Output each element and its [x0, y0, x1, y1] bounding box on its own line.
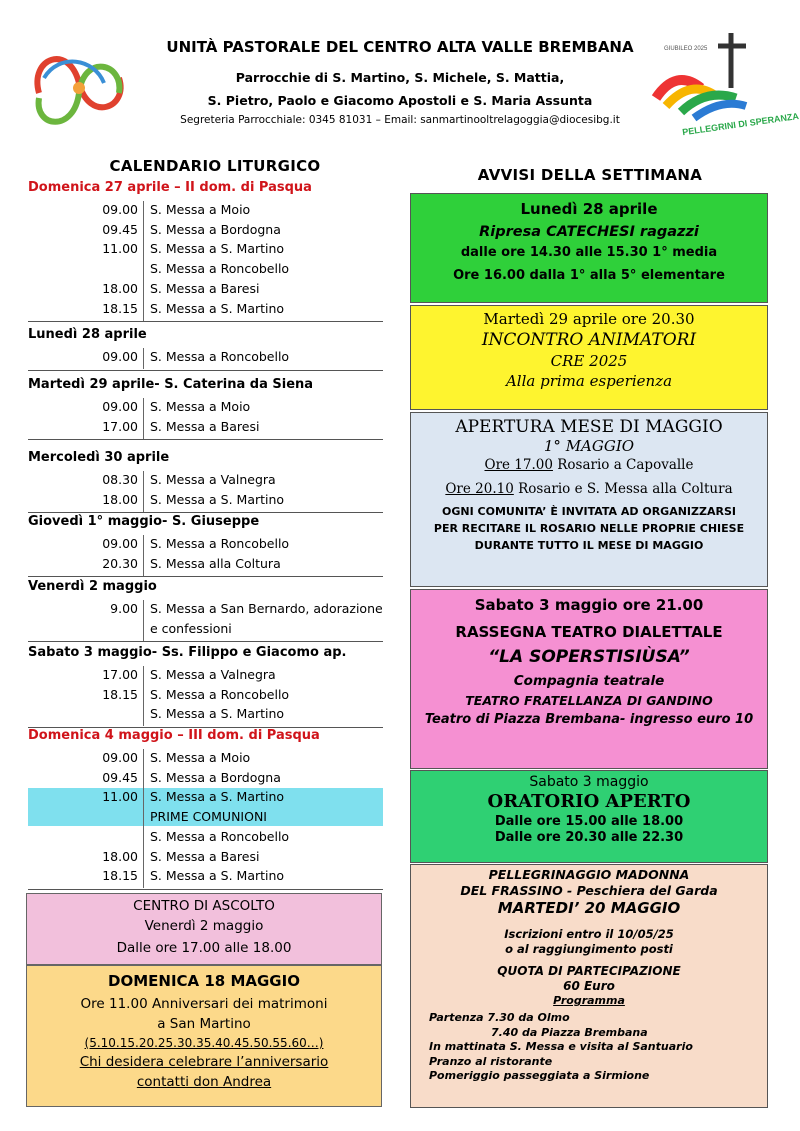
column-divider — [143, 666, 144, 687]
mass-time: 11.00 — [102, 241, 138, 257]
column-divider — [143, 221, 144, 242]
column-divider — [143, 788, 144, 809]
dom18-years: (5.10.15.20.25.30.35.40.45.50.55.60…) — [84, 1036, 324, 1050]
ascolto-title: CENTRO DI ASCOLTO — [133, 898, 275, 914]
dom18-line5: Chi desidera celebrare l’anniversario — [79, 1054, 329, 1070]
column-divider — [143, 418, 144, 439]
mass-description: S. Messa a Bordogna — [150, 221, 281, 237]
animatori-title: INCONTRO ANIMATORI — [481, 330, 697, 350]
mass-time: 09.45 — [102, 221, 138, 237]
notice-catechesi — [410, 193, 768, 303]
mass-row — [28, 222, 383, 241]
pell-iscrizioni: Iscrizioni entro il 10/05/25 — [504, 927, 674, 941]
day-heading: Domenica 4 maggio – III dom. di Pasqua — [28, 728, 320, 743]
mass-row — [28, 492, 383, 511]
mass-time: 18.00 — [102, 280, 138, 296]
column-divider — [143, 686, 144, 707]
oratorio-date: Sabato 3 maggio — [529, 774, 649, 790]
column-divider — [143, 280, 144, 301]
ascolto-time: Dalle ore 17.00 alle 18.00 — [116, 940, 292, 956]
mass-description: S. Messa a S. Martino — [150, 491, 285, 507]
column-divider — [143, 491, 144, 512]
mass-time: 18.15 — [102, 686, 138, 702]
page-title: UNITÀ PASTORALE DEL CENTRO ALTA VALLE BREMBANA — [166, 38, 634, 56]
mass-time: 17.00 — [102, 667, 138, 682]
jubilee-logo — [646, 28, 800, 138]
mass-description: S. Messa a Moio — [150, 750, 251, 765]
day-heading: Giovedì 1° maggio- S. Giuseppe — [28, 514, 260, 529]
domenica-18-box — [26, 965, 382, 1107]
programma-item: Pomeriggio passeggiata a Sirmione — [429, 1069, 650, 1082]
maggio-note-3: DURANTE TUTTO IL MESE DI MAGGIO — [474, 539, 704, 552]
logo-right-text: PELLEGRINI DI SPERANZA — [681, 111, 800, 138]
logo-right-small: GIUBILEO 2025 — [664, 46, 708, 52]
mass-description: S. Messa a Bordogna — [150, 769, 281, 785]
mass-time: 20.30 — [102, 555, 138, 571]
mass-description: e confessioni — [150, 620, 232, 636]
mass-row — [28, 241, 383, 260]
mass-row — [28, 399, 383, 418]
day-heading: Sabato 3 maggio- Ss. Filippo e Giacomo ap. — [28, 645, 347, 660]
mass-description: S. Messa a Moio — [150, 202, 251, 217]
mass-time: 18.00 — [102, 491, 138, 507]
mass-time: 08.30 — [102, 472, 138, 487]
pell-date: MARTEDI’ 20 MAGGIO — [497, 899, 681, 917]
mass-description: S. Messa a San Bernardo, adorazione — [150, 601, 383, 616]
maggio-rosario-2: Ore 20.10 Rosario e S. Messa alla Coltura — [445, 481, 733, 497]
column-divider — [143, 300, 144, 321]
mass-description: S. Messa a S. Martino — [150, 789, 285, 805]
mass-description: S. Messa a Roncobello — [150, 686, 290, 702]
teatro-title: RASSEGNA TEATRO DIALETTALE — [455, 623, 723, 641]
column-divider — [143, 749, 144, 770]
mass-row — [28, 868, 383, 887]
dom18-line3: a San Martino — [157, 1016, 251, 1032]
animatori-note: Alla prima esperienza — [505, 372, 673, 390]
mass-description: S. Messa a Roncobello — [150, 261, 290, 277]
parishes-line1: Parrocchie di S. Martino, S. Michele, S. Mattia, — [235, 70, 565, 85]
mass-row — [28, 621, 383, 640]
teatro-venue: Teatro di Piazza Brembana- ingresso euro 10 — [424, 712, 754, 727]
teatro-show: “LA SOPERSTISIÙSA” — [488, 647, 690, 667]
maggio-note-1: OGNI COMUNITA’ È INVITATA AD ORGANIZZARSI — [442, 505, 736, 518]
mass-row — [28, 261, 383, 280]
day-divider — [28, 889, 383, 890]
notice-maggio — [410, 412, 768, 587]
mass-time: 09.00 — [102, 399, 138, 414]
catechesi-date: Lunedì 28 aprile — [520, 200, 658, 218]
day-divider — [28, 321, 383, 322]
pell-quota: 60 Euro — [563, 979, 615, 993]
day-heading: Martedì 29 aprile- S. Caterina da Siena — [28, 377, 314, 392]
oratorio-time-1: Dalle ore 15.00 alle 18.00 — [494, 814, 684, 829]
notice-pellegrinaggio — [410, 864, 768, 1108]
day-heading: Lunedì 28 aprile — [28, 327, 147, 342]
mass-row — [28, 202, 383, 221]
column-divider — [143, 600, 144, 621]
pell-programma — [429, 1011, 767, 1084]
day-heading: Mercoledì 30 aprile — [28, 450, 170, 465]
column-divider — [143, 769, 144, 790]
mass-description: S. Messa a S. Martino — [150, 300, 285, 316]
mass-description: S. Messa a Baresi — [150, 848, 260, 864]
centro-ascolto-box — [26, 893, 382, 965]
mass-row — [28, 770, 383, 789]
mass-row — [28, 556, 383, 575]
programma-item: Partenza 7.30 da Olmo — [429, 1011, 570, 1024]
pell-title-1: PELLEGRINAGGIO MADONNA — [488, 867, 690, 882]
pell-title-2: DEL FRASSINO - Peschiera del Garda — [460, 883, 718, 898]
teatro-company-label: Compagnia teatrale — [513, 673, 665, 689]
mass-row — [28, 301, 383, 320]
mass-time: 09.00 — [102, 202, 138, 217]
day-divider — [28, 641, 383, 642]
animatori-date: Martedì 29 aprile ore 20.30 — [483, 310, 695, 328]
column-divider — [143, 808, 144, 829]
mass-row — [28, 472, 383, 491]
pell-programma-label: Programma — [553, 994, 625, 1007]
maggio-date: 1° MAGGIO — [543, 437, 635, 455]
day-heading: Domenica 27 aprile – II dom. di Pasqua — [28, 180, 312, 195]
mass-description: S. Messa alla Coltura — [150, 555, 281, 571]
mass-time: 9.00 — [110, 601, 138, 616]
catechesi-time-2: Ore 16.00 dalla 1° alla 5° elementare — [453, 268, 725, 283]
day-heading: Venerdì 2 maggio — [28, 579, 157, 594]
mass-time: 09.00 — [102, 349, 138, 364]
mass-row — [28, 706, 383, 725]
mass-time: 11.00 — [102, 789, 138, 805]
mass-row — [28, 750, 383, 769]
teatro-company: TEATRO FRATELLANZA DI GANDINO — [465, 693, 713, 708]
mass-time: 09.45 — [102, 769, 138, 785]
animatori-cre: CRE 2025 — [550, 352, 628, 370]
maggio-note-2: PER RECITARE IL ROSARIO NELLE PROPRIE CHIESE — [433, 522, 745, 535]
maggio-rosario-1: Ore 17.00 Rosario a Capovalle — [484, 457, 694, 473]
dom18-title: DOMENICA 18 MAGGIO — [108, 972, 300, 990]
catechesi-title: Ripresa CATECHESI ragazzi — [479, 224, 699, 240]
mass-row — [28, 601, 383, 620]
mass-row — [28, 349, 383, 368]
column-divider — [143, 535, 144, 556]
column-divider — [143, 201, 144, 222]
column-divider — [143, 620, 144, 641]
mass-time: 18.15 — [102, 300, 138, 316]
notice-animatori — [410, 305, 768, 410]
mass-row — [28, 789, 383, 808]
day-divider — [28, 370, 383, 371]
mass-row — [28, 849, 383, 868]
mass-description: S. Messa a Baresi — [150, 418, 260, 434]
avvisi-title: AVVISI DELLA SETTIMANA — [477, 166, 703, 184]
column-divider — [143, 828, 144, 849]
calendar-title: CALENDARIO LITURGICO — [109, 157, 321, 175]
maggio-title: APERTURA MESE DI MAGGIO — [455, 417, 723, 437]
programma-item: 7.40 da Piazza Brembana — [491, 1025, 648, 1039]
mass-time: 18.00 — [102, 848, 138, 864]
column-divider — [143, 471, 144, 492]
mass-time: 09.00 — [102, 536, 138, 551]
mass-description: PRIME COMUNIONI — [150, 809, 267, 825]
column-divider — [143, 260, 144, 281]
mass-description: S. Messa a S. Martino — [150, 868, 285, 884]
column-divider — [143, 555, 144, 576]
mass-row — [28, 667, 383, 686]
day-divider — [28, 576, 383, 577]
notice-oratorio — [410, 770, 768, 863]
mass-row — [28, 687, 383, 706]
ascolto-date: Venerdì 2 maggio — [144, 918, 264, 934]
mass-row — [28, 829, 383, 848]
column-divider — [143, 398, 144, 419]
contacts-line: Segreteria Parrocchiale: 0345 81031 – Email: sanmartinooltrelagoggia@diocesibg.it — [180, 114, 620, 126]
mass-description: S. Messa a Baresi — [150, 280, 260, 296]
mass-description: S. Messa a Roncobello — [150, 349, 290, 364]
notice-teatro — [410, 589, 768, 769]
column-divider — [143, 705, 144, 726]
mass-description: S. Messa a Moio — [150, 399, 251, 414]
column-divider — [143, 240, 144, 261]
dom18-contact: contatti don Andrea — [136, 1074, 272, 1090]
mass-row — [28, 809, 383, 828]
column-divider — [143, 848, 144, 869]
mass-description: S. Messa a Roncobello — [150, 536, 290, 551]
pell-posti: o al raggiungimento posti — [505, 942, 673, 956]
pell-quota-label: QUOTA DI PARTECIPAZIONE — [497, 964, 681, 978]
parishes-line2: S. Pietro, Paolo e Giacomo Apostoli e S. Maria Assunta — [207, 93, 593, 108]
mass-time: 17.00 — [102, 418, 138, 434]
programma-item: Pranzo al ristorante — [429, 1054, 553, 1068]
column-divider — [143, 348, 144, 369]
mass-time: 18.15 — [102, 868, 138, 884]
programma-item: In mattinata S. Messa e visita al Santuario — [429, 1040, 693, 1053]
oratorio-title: ORATORIO APERTO — [487, 791, 691, 812]
mass-row — [28, 281, 383, 300]
mass-row — [28, 536, 383, 555]
mass-description: S. Messa a Roncobello — [150, 828, 290, 844]
teatro-date: Sabato 3 maggio ore 21.00 — [474, 596, 704, 614]
dom18-line2: Ore 11.00 Anniversari dei matrimoni — [80, 996, 328, 1012]
mass-row — [28, 419, 383, 438]
parish-logo — [24, 38, 134, 138]
column-divider — [143, 867, 144, 888]
mass-description: S. Messa a S. Martino — [150, 706, 285, 722]
oratorio-time-2: Dalle ore 20.30 alle 22.30 — [494, 830, 684, 845]
mass-time: 09.00 — [102, 750, 138, 765]
mass-description: S. Messa a Valnegra — [150, 472, 276, 487]
day-divider — [28, 439, 383, 440]
mass-description: S. Messa a S. Martino — [150, 241, 285, 257]
mass-description: S. Messa a Valnegra — [150, 667, 276, 682]
catechesi-time-1: dalle ore 14.30 alle 15.30 1° media — [460, 245, 718, 260]
